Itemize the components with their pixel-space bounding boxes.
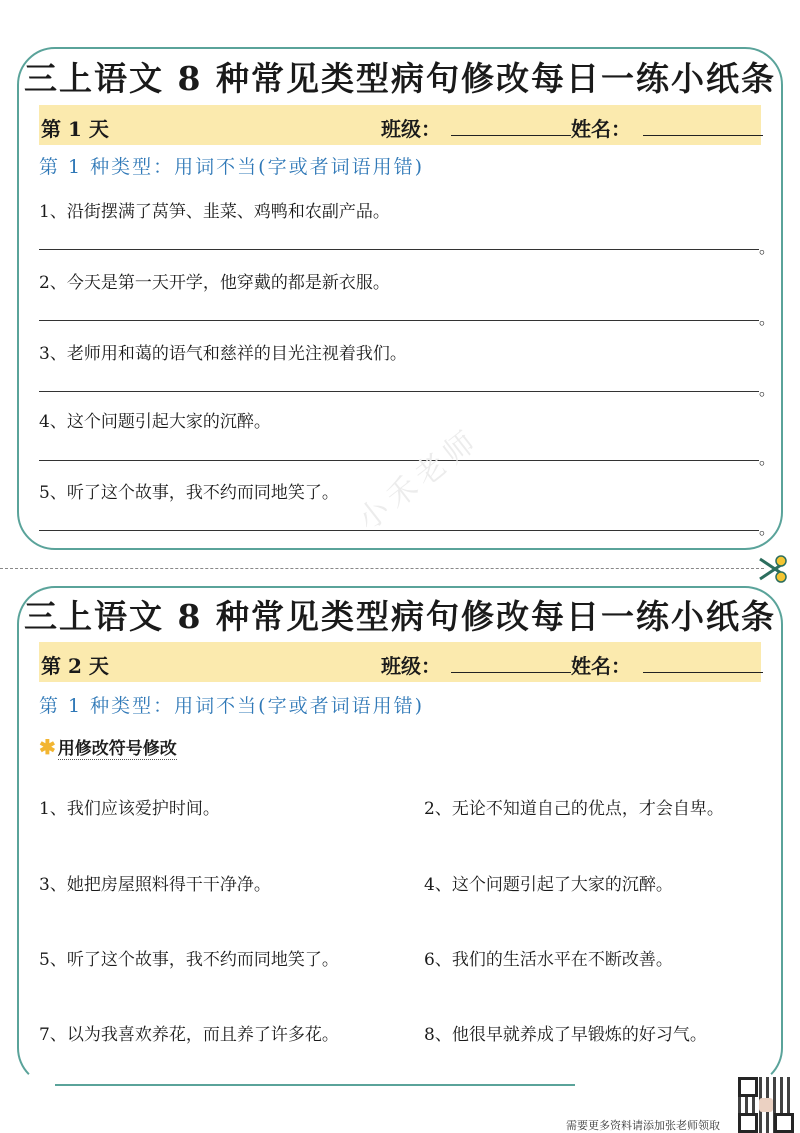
worksheet-card-day-2	[17, 586, 783, 1086]
class-label: 班级：	[381, 654, 441, 678]
question-2: 2、今天是第一天开学，他穿戴的都是新衣服。	[39, 273, 390, 293]
class-label: 班级：	[381, 117, 441, 141]
question-8[interactable]: 8、他很早就养成了早锻炼的好习气。	[424, 1025, 707, 1045]
answer-end-mark: 。	[759, 519, 776, 538]
question-3: 3、老师用和蔼的语气和慈祥的目光注视着我们。	[39, 344, 407, 364]
scissors-icon	[756, 555, 788, 583]
answer-end-mark: 。	[759, 380, 776, 399]
question-5[interactable]: 5、听了这个故事，我不约而同地笑了。	[39, 950, 339, 970]
answer-line-3[interactable]	[39, 391, 759, 392]
header-bar	[39, 642, 761, 682]
worksheet-title: 三上语文 8 种常见类型病句修改每日一练小纸条	[24, 59, 776, 98]
question-2[interactable]: 2、无论不知道自己的优点，才会自卑。	[424, 799, 724, 819]
day-label: 第 2 天	[41, 654, 109, 678]
question-7[interactable]: 7、以为我喜欢养花，而且养了许多花。	[39, 1025, 339, 1045]
name-blank[interactable]	[643, 672, 763, 673]
answer-line-2[interactable]	[39, 320, 759, 321]
class-blank[interactable]	[451, 672, 571, 673]
instruction-text: 用修改符号修改	[57, 739, 177, 759]
instruction	[39, 734, 177, 759]
type-heading: 第 1 种类型：用词不当(字或者词语用错)	[39, 156, 424, 178]
answer-line-4[interactable]	[39, 460, 759, 461]
answer-end-mark: 。	[759, 309, 776, 328]
name-blank[interactable]	[643, 135, 763, 136]
answer-line-1[interactable]	[39, 249, 759, 250]
question-3[interactable]: 3、她把房屋照料得干干净净。	[39, 875, 271, 895]
name-label: 姓名：	[571, 117, 631, 141]
type-heading: 第 1 种类型：用词不当(字或者词语用错)	[39, 695, 424, 717]
worksheet-title: 三上语文 8 种常见类型病句修改每日一练小纸条	[24, 597, 776, 636]
cut-line	[0, 568, 764, 569]
footer-note: 需要更多资料请添加张老师领取	[566, 1119, 720, 1132]
qr-code[interactable]	[738, 1077, 794, 1133]
answer-end-mark: 。	[759, 449, 776, 468]
header-bar	[39, 105, 761, 145]
watermark: 小禾老师	[351, 421, 487, 538]
question-1[interactable]: 1、我们应该爱护时间。	[39, 799, 220, 819]
answer-line-5[interactable]	[39, 530, 759, 531]
question-1: 1、沿街摆满了莴笋、韭菜、鸡鸭和农副产品。	[39, 202, 390, 222]
qr-avatar	[759, 1098, 773, 1112]
day-label: 第 1 天	[41, 117, 109, 141]
question-4: 4、这个问题引起大家的沉醉。	[39, 412, 271, 432]
qr-finder	[738, 1113, 758, 1133]
name-label: 姓名：	[571, 654, 631, 678]
question-6[interactable]: 6、我们的生活水平在不断改善。	[424, 950, 673, 970]
question-5: 5、听了这个故事，我不约而同地笑了。	[39, 483, 339, 503]
answer-end-mark: 。	[759, 238, 776, 257]
question-4[interactable]: 4、这个问题引起了大家的沉醉。	[424, 875, 673, 895]
asterisk-icon: ✱	[39, 735, 56, 759]
class-blank[interactable]	[451, 135, 571, 136]
